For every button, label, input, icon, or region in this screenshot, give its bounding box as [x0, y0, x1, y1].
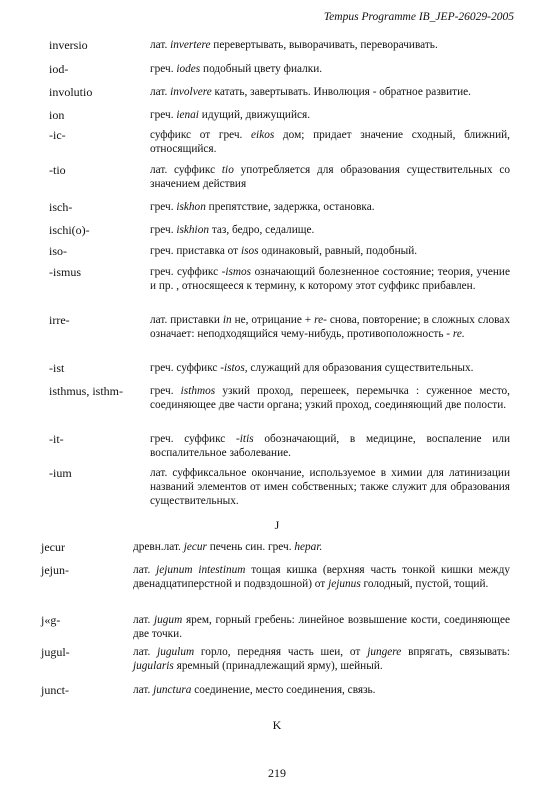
entry-definition [150, 384, 510, 412]
definition-term: iodes [176, 63, 201, 75]
entry-term: j«g- [41, 613, 61, 627]
definition-term: jejunus [328, 578, 361, 591]
entry-term: isthmus, isthm- [49, 384, 124, 398]
definition-text: горло, передняя часть шеи, от [194, 646, 368, 658]
definition-term: isos [240, 245, 259, 257]
definition-text: греч. [150, 63, 177, 75]
entry-definition [150, 244, 510, 258]
definition-term: -istos, [220, 362, 248, 374]
entry-term: -ist [49, 361, 65, 375]
entry-definition [150, 265, 510, 293]
entry-definition [133, 563, 510, 591]
definition-term: in [222, 314, 232, 326]
entry-term: -it- [49, 432, 64, 446]
definition-text: лат. [133, 646, 158, 658]
definition-text: греч. [150, 385, 181, 397]
definition-text: таз, бедро, седалище. [209, 224, 315, 236]
definition-term: involvere [170, 86, 212, 98]
entry-definition [150, 108, 510, 122]
definition-term: jejunum intestinum [156, 564, 246, 576]
definition-text: греч. суффикс [150, 362, 221, 374]
entry-definition [150, 466, 510, 509]
entry-term: ion [49, 108, 65, 122]
entry-term: iso- [49, 244, 67, 258]
definition-text: лат. [133, 684, 154, 696]
entry-term: ischi(o)- [49, 223, 90, 237]
definition-text: снова, повторение; в сложных словах означает: неподходящийся чему-нибудь, противоположность - [150, 314, 510, 341]
definition-term: re. [452, 328, 465, 341]
definition-term: isthmos [180, 385, 216, 397]
entry-definition [150, 128, 510, 156]
entry-definition [150, 313, 510, 341]
entry-term: -ium [49, 466, 72, 480]
definition-text: лат. [133, 614, 154, 626]
definition-text: соединение, место соединения, связь. [191, 684, 376, 696]
section-letter-j: J [274, 518, 280, 532]
definition-term: -ismos [221, 266, 252, 278]
definition-text: означающий болезненное состояние; теория, учение и пр. , относящееся к термину, к которому этот суффикс прибавлен. [150, 266, 510, 293]
definition-text: перевертывать, выворачивать, переворачивать. [210, 39, 438, 51]
entry-definition [150, 200, 510, 214]
definition-term: jungere [367, 646, 402, 658]
entry-term: jejun- [41, 563, 69, 577]
entry-term: isch- [49, 200, 73, 214]
definition-text: греч. [150, 109, 177, 121]
definition-text: лат. [150, 39, 171, 51]
definition-term: ienai [176, 109, 199, 121]
entry-definition [133, 613, 510, 641]
definition-text: подобный цвету фиалки. [200, 63, 323, 75]
entry-definition [133, 540, 510, 554]
definition-text: лат. [150, 86, 171, 98]
definition-term: eikos [251, 129, 275, 141]
definition-text: обозначающий, в медицине, воспаление или воспалительное заболевание. [150, 433, 510, 460]
entry-definition [150, 163, 510, 191]
entry-definition [150, 223, 510, 237]
definition-text: одинаковый, равный, подобный. [258, 245, 418, 257]
definition-text: употребляется для образования существительных со значением действия [150, 164, 510, 191]
definition-text: лат. [133, 564, 157, 576]
entry-term: jecur [41, 540, 65, 554]
definition-text: впрягать, связывать: [401, 646, 510, 658]
entry-term: junct- [41, 683, 69, 697]
definition-text: катать, завертывать. Инволюция - обратное развитие. [211, 86, 471, 98]
definition-text: лат. приставки [150, 314, 223, 326]
definition-term: invertere [170, 39, 211, 51]
definition-term: hepar. [294, 541, 323, 553]
definition-term: junctura [153, 684, 192, 696]
definition-term: jugularis [133, 660, 174, 673]
definition-term: iskhon [176, 201, 206, 213]
entry-term: -ismus [49, 265, 82, 279]
definition-term: jugulum [157, 646, 195, 658]
entry-term: iod- [49, 62, 69, 76]
entry-definition [150, 85, 510, 99]
entry-term: -tio [49, 163, 66, 177]
definition-text: лат. суффиксальное окончание, используемое в химии для латинизации названий элементов от имен собственных; также служит для образования существительных. [150, 467, 510, 508]
definition-term: iskhion [176, 224, 209, 236]
entry-term: inversio [49, 38, 88, 52]
definition-text: препятствие, задержка, остановка. [205, 201, 375, 213]
entry-definition [150, 361, 510, 375]
entry-definition [133, 645, 510, 673]
definition-text: греч. суффикс [150, 433, 237, 445]
entry-definition [150, 432, 510, 460]
definition-text: тощая кишка (верхняя часть тонкой кишки между двенадцатиперстной и подвздошной) от [133, 564, 510, 591]
definition-text: лат. суффикс [150, 164, 222, 176]
definition-text: греч. [150, 201, 177, 213]
entry-definition [150, 38, 510, 52]
definition-text: яремный (принадлежащий ярму), шейный. [173, 660, 383, 673]
definition-text: ярем, горный гребень: линейное возвышение кости, соединяющее две точки. [133, 614, 510, 641]
definition-text: греч. приставка от [150, 245, 241, 257]
entry-term: -ic- [49, 128, 66, 142]
definition-text: голодный, пустой, тощий. [360, 578, 489, 591]
running-header: Tempus Programme IB_JEP-26029-2005 [323, 11, 514, 23]
section-letter-k: K [272, 718, 282, 732]
definition-term: jugum [154, 614, 183, 626]
definition-text: греч. [150, 224, 177, 236]
definition-text: греч. суффикс [150, 266, 222, 278]
entry-term: involutio [49, 85, 93, 99]
definition-text: суффикс от греч. [150, 129, 252, 141]
page-number: 219 [268, 766, 286, 780]
entry-definition [150, 62, 510, 76]
definition-text: идущий, движущийся. [198, 109, 311, 121]
definition-text: древн.лат. [133, 541, 184, 553]
definition-text: не, отрицание + [231, 314, 315, 326]
definition-text: узкий проход, перешеек, перемычка : суженное место, соединяющее две части органа; узкий проход, соединяющий две полости. [150, 385, 510, 412]
definition-term: jecur [183, 541, 207, 553]
definition-text: печень син. греч. [206, 541, 295, 553]
definition-term: re- [314, 314, 327, 326]
entry-definition [133, 683, 510, 697]
entry-term: jugul- [41, 645, 70, 659]
definition-text: служащий для образования существительных. [247, 362, 474, 374]
definition-text: дом; придает значение сходный, ближний, относящийся. [150, 129, 510, 156]
definition-term: tio [221, 164, 234, 176]
entry-term: irre- [49, 313, 70, 327]
definition-term: -itis [236, 433, 254, 445]
